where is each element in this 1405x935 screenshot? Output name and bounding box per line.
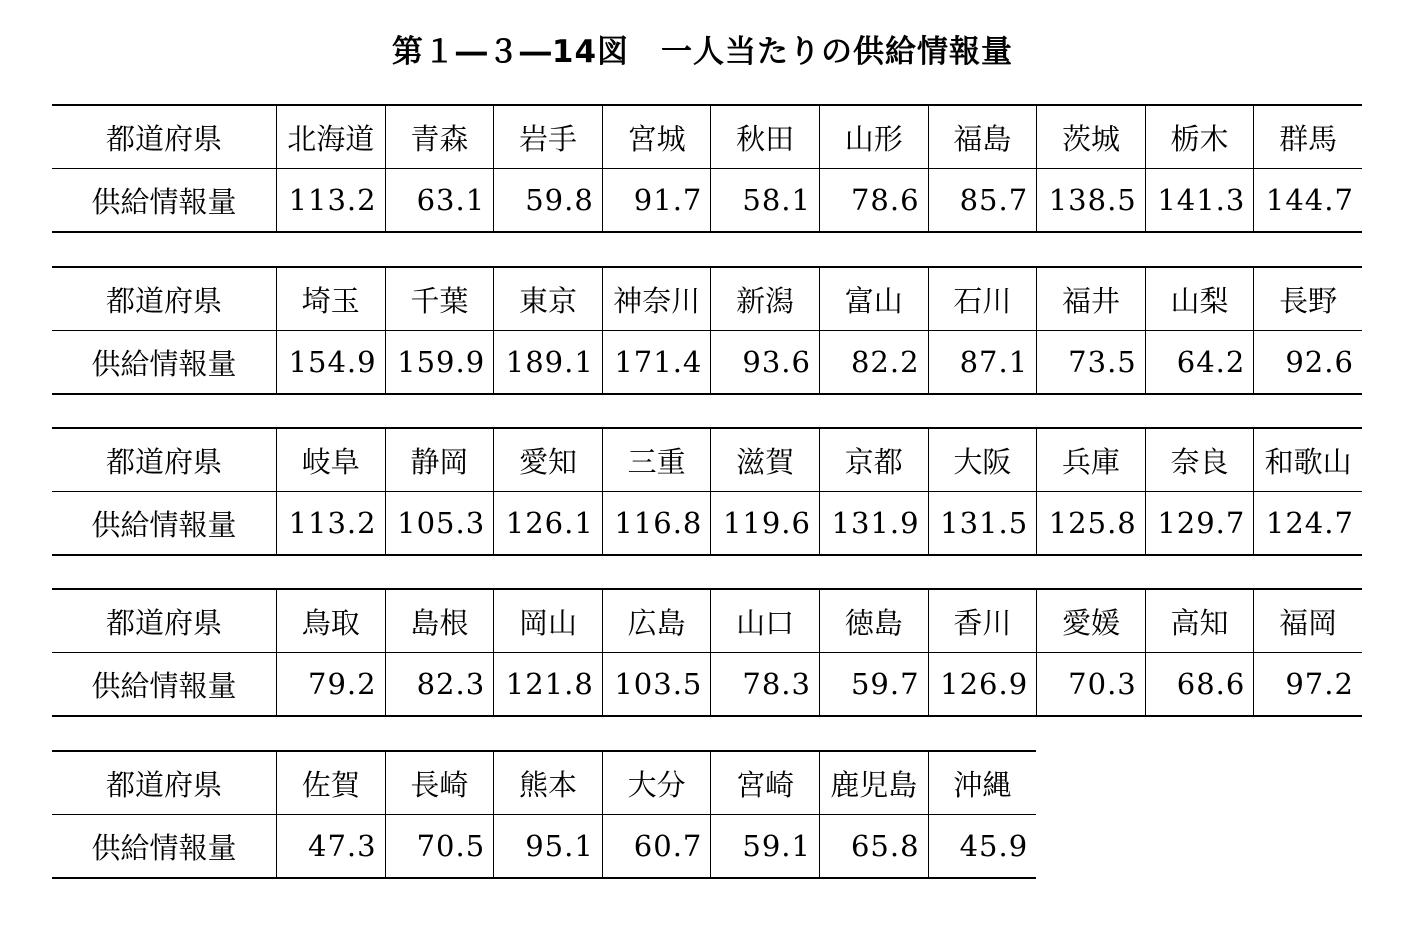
prefecture-cell: 岩手 [494, 105, 603, 169]
value-cell: 93.6 [711, 331, 820, 395]
prefecture-cell: 茨城 [1037, 105, 1146, 169]
value-cell: 85.7 [928, 169, 1037, 233]
prefecture-cell: 山梨 [1145, 267, 1254, 331]
value-cell: 113.2 [277, 169, 386, 233]
value-cell: 59.8 [494, 169, 603, 233]
value-row [52, 653, 1362, 717]
prefecture-cell: 富山 [819, 267, 928, 331]
value-cell: 189.1 [494, 331, 603, 395]
value-label: 供給情報量 [91, 184, 237, 219]
row-label: 都道府県 [52, 428, 277, 492]
data-table-block-5 [52, 750, 1036, 879]
prefecture-cell: 愛知 [494, 428, 603, 492]
value-cell: 159.9 [385, 331, 494, 395]
value-label: 供給情報量 [91, 668, 237, 703]
value-cell: 125.8 [1037, 492, 1146, 556]
value-row [52, 492, 1362, 556]
value-row [52, 331, 1362, 395]
prefecture-cell: 佐賀 [277, 751, 386, 815]
prefecture-row [52, 589, 1362, 653]
prefecture-cell: 埼玉 [277, 267, 386, 331]
prefecture-cell: 大分 [602, 751, 711, 815]
value-cell: 58.1 [711, 169, 820, 233]
page-title: 第１―３―14図 一人当たりの供給情報量 [391, 34, 1014, 70]
prefecture-cell: 長崎 [385, 751, 494, 815]
value-cell: 63.1 [385, 169, 494, 233]
value-cell: 138.5 [1037, 169, 1146, 233]
prefecture-cell: 沖縄 [928, 751, 1036, 815]
prefecture-row [52, 105, 1362, 169]
value-cell: 97.2 [1254, 653, 1362, 717]
value-cell: 92.6 [1254, 331, 1362, 395]
prefecture-row [52, 267, 1362, 331]
prefecture-cell: 福島 [928, 105, 1037, 169]
value-cell: 78.6 [819, 169, 928, 233]
prefecture-cell: 三重 [602, 428, 711, 492]
value-cell: 60.7 [602, 815, 711, 879]
row-label: 都道府県 [52, 751, 277, 815]
prefecture-cell: 岐阜 [277, 428, 386, 492]
prefecture-cell: 熊本 [494, 751, 603, 815]
value-cell: 70.3 [1037, 653, 1146, 717]
prefecture-cell: 宮城 [602, 105, 711, 169]
value-cell: 154.9 [277, 331, 386, 395]
value-row [52, 815, 1036, 879]
row-label: 都道府県 [52, 267, 277, 331]
value-cell: 131.9 [819, 492, 928, 556]
prefecture-cell: 栃木 [1145, 105, 1254, 169]
value-cell: 113.2 [277, 492, 386, 556]
value-cell: 45.9 [928, 815, 1036, 879]
data-table-block-4 [52, 588, 1362, 717]
prefecture-cell: 福井 [1037, 267, 1146, 331]
value-cell: 64.2 [1145, 331, 1254, 395]
value-cell: 95.1 [494, 815, 603, 879]
prefecture-cell: 新潟 [711, 267, 820, 331]
value-row [52, 169, 1362, 233]
prefecture-cell: 静岡 [385, 428, 494, 492]
prefecture-cell: 高知 [1145, 589, 1254, 653]
prefecture-cell: 宮崎 [711, 751, 820, 815]
prefecture-cell: 青森 [385, 105, 494, 169]
data-table-block-2 [52, 266, 1362, 395]
value-cell: 119.6 [711, 492, 820, 556]
value-cell: 79.2 [277, 653, 386, 717]
value-label: 供給情報量 [91, 346, 237, 381]
value-cell: 141.3 [1145, 169, 1254, 233]
value-cell: 116.8 [602, 492, 711, 556]
data-table-block-3 [52, 427, 1362, 556]
value-label: 供給情報量 [91, 507, 237, 542]
prefecture-cell: 兵庫 [1037, 428, 1146, 492]
prefecture-cell: 岡山 [494, 589, 603, 653]
value-cell: 47.3 [277, 815, 386, 879]
prefecture-cell: 香川 [928, 589, 1037, 653]
value-cell: 105.3 [385, 492, 494, 556]
prefecture-cell: 大阪 [928, 428, 1037, 492]
value-cell: 70.5 [385, 815, 494, 879]
prefecture-cell: 鹿児島 [819, 751, 928, 815]
prefecture-cell: 鳥取 [277, 589, 386, 653]
prefecture-cell: 愛媛 [1037, 589, 1146, 653]
value-cell: 65.8 [819, 815, 928, 879]
value-label: 供給情報量 [91, 830, 237, 865]
prefecture-row [52, 428, 1362, 492]
prefecture-cell: 和歌山 [1254, 428, 1362, 492]
value-cell: 121.8 [494, 653, 603, 717]
prefecture-cell: 神奈川 [602, 267, 711, 331]
value-cell: 144.7 [1254, 169, 1362, 233]
prefecture-cell: 広島 [602, 589, 711, 653]
row-label: 都道府県 [52, 105, 277, 169]
prefecture-row [52, 751, 1036, 815]
prefecture-cell: 山口 [711, 589, 820, 653]
prefecture-cell: 徳島 [819, 589, 928, 653]
value-cell: 87.1 [928, 331, 1037, 395]
row-label: 都道府県 [52, 589, 277, 653]
prefecture-cell: 滋賀 [711, 428, 820, 492]
prefecture-cell: 北海道 [277, 105, 386, 169]
value-cell: 131.5 [928, 492, 1037, 556]
prefecture-cell: 長野 [1254, 267, 1362, 331]
prefecture-cell: 京都 [819, 428, 928, 492]
prefecture-cell: 千葉 [385, 267, 494, 331]
data-table-block-1 [52, 104, 1362, 233]
prefecture-cell: 東京 [494, 267, 603, 331]
prefecture-cell: 奈良 [1145, 428, 1254, 492]
prefecture-cell: 福岡 [1254, 589, 1362, 653]
prefecture-cell: 山形 [819, 105, 928, 169]
value-cell: 82.3 [385, 653, 494, 717]
value-cell: 126.9 [928, 653, 1037, 717]
value-cell: 126.1 [494, 492, 603, 556]
value-cell: 129.7 [1145, 492, 1254, 556]
value-cell: 103.5 [602, 653, 711, 717]
prefecture-cell: 秋田 [711, 105, 820, 169]
prefecture-cell: 群馬 [1254, 105, 1362, 169]
value-cell: 59.7 [819, 653, 928, 717]
value-cell: 91.7 [602, 169, 711, 233]
prefecture-cell: 石川 [928, 267, 1037, 331]
value-cell: 68.6 [1145, 653, 1254, 717]
value-cell: 59.1 [711, 815, 820, 879]
value-cell: 82.2 [819, 331, 928, 395]
value-cell: 78.3 [711, 653, 820, 717]
prefecture-cell: 島根 [385, 589, 494, 653]
value-cell: 171.4 [602, 331, 711, 395]
value-cell: 124.7 [1254, 492, 1362, 556]
value-cell: 73.5 [1037, 331, 1146, 395]
